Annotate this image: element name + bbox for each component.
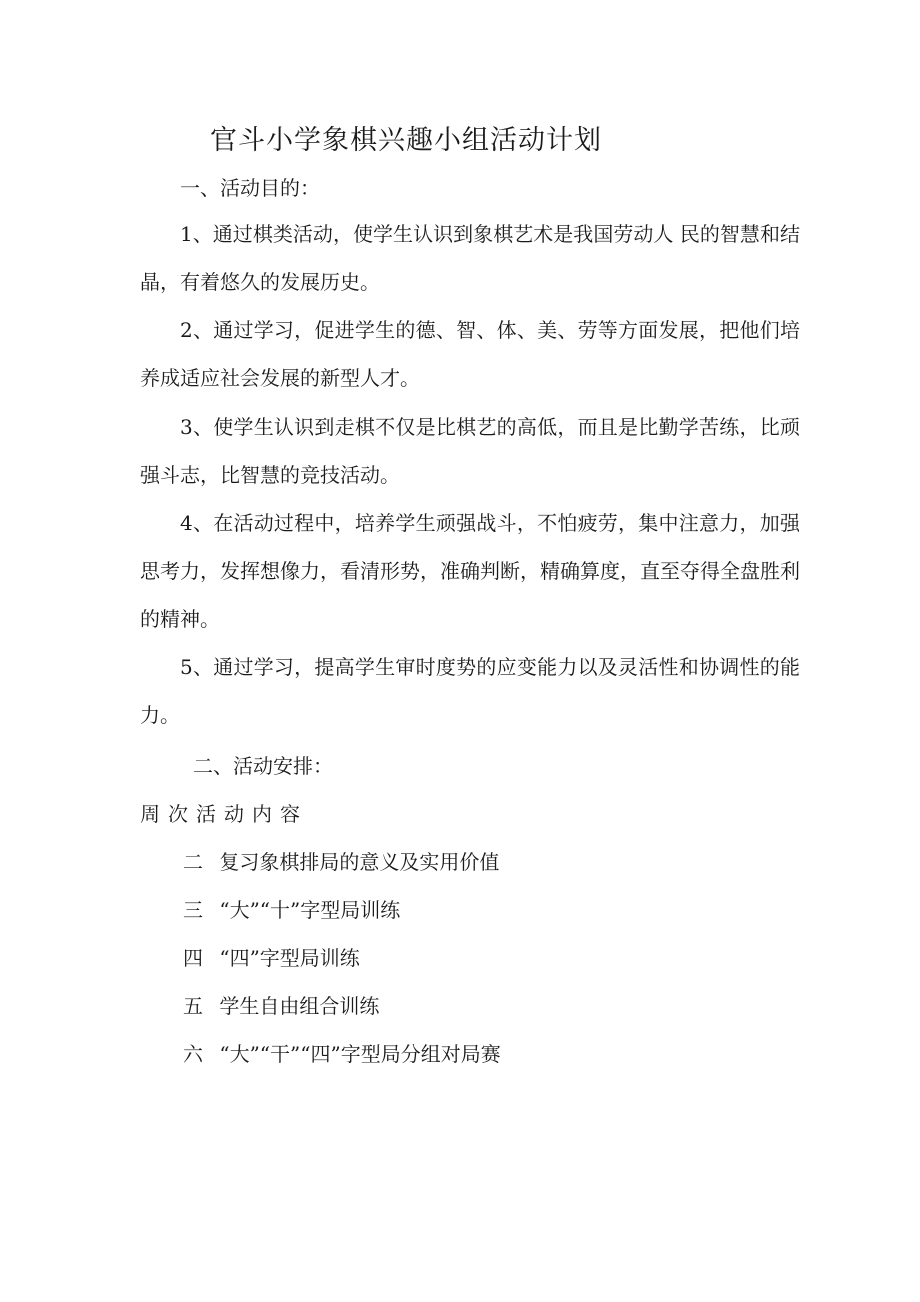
purpose-item-1: 1、通过棋类活动，使学生认识到象棋艺术是我国劳动人 民的智慧和结晶，有着悠久的发展历史。 — [140, 222, 800, 294]
purpose-item-2: 2、通过学习，促进学生的德、智、体、美、劳等方面发展，把他们培养成适应社会发展的新型人才。 — [140, 318, 800, 390]
purpose-item-5: 5、通过学习，提高学生审时度势的应变能力以及灵活性和协调性的能力。 — [140, 655, 800, 727]
schedule-row — [183, 1038, 501, 1067]
schedule-content: “四”字型局训练 — [219, 946, 360, 970]
schedule-content: “大”“干”“四”字型局分组对局赛 — [219, 1042, 501, 1066]
schedule-content: 复习象棋排局的意义及实用价值 — [219, 850, 500, 874]
schedule-week: 六 — [183, 1042, 203, 1066]
purpose-item-4: 4、在活动过程中，培养学生顽强战斗，不怕疲劳，集中注意力，加强思考力，发挥想像力，看清形势，准确判断，精确算度，直至夺得全盘胜利的精神。 — [140, 511, 800, 631]
schedule-week: 二 — [183, 850, 203, 874]
section-heading-schedule: 二、活动安排： — [193, 754, 333, 778]
schedule-week: 三 — [183, 898, 203, 922]
schedule-content: “大”“十”字型局训练 — [219, 898, 401, 922]
section-heading-purpose: 一、活动目的： — [180, 176, 320, 200]
schedule-week: 五 — [183, 994, 203, 1018]
schedule-content: 学生自由组合训练 — [219, 994, 380, 1018]
purpose-item-3: 3、使学生认识到走棋不仅是比棋艺的高低，而且是比勤学苦练，比顽强斗志，比智慧的竞技活动。 — [140, 415, 800, 487]
schedule-row — [183, 846, 499, 875]
schedule-row — [183, 990, 379, 1019]
schedule-row — [183, 894, 400, 923]
schedule-table-header: 周次活动内容 — [140, 802, 308, 826]
schedule-week: 四 — [183, 946, 203, 970]
schedule-row — [183, 942, 360, 971]
document-title: 官斗小学象棋兴趣小组活动计划 — [210, 125, 602, 156]
